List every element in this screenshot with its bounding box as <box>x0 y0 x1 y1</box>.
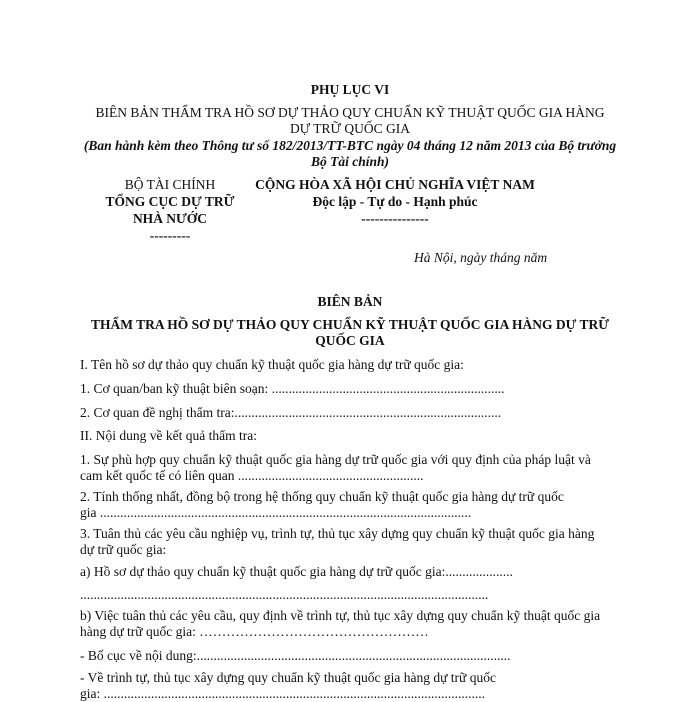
doc-title-line-1: BIÊN BẢN THẨM TRA HỒ SƠ DỰ THẢO QUY CHUẨN KỸ THUẬT QUỐC GIA HÀNG <box>95 105 605 120</box>
item-drafting-agency: 1. Cơ quan/ban kỹ thuật biên soạn: ..................................................................... <box>80 381 505 396</box>
item-procedure-line-1: - Về trình tự, thủ tục xây dựng quy chuẩn kỹ thuật quốc gia hàng dự trữ quốc <box>80 670 496 685</box>
item-1-line-2: cam kết quốc tế có liên quan ....................................................... <box>80 468 424 483</box>
item-3b-line-2: hàng dự trữ quốc gia: …………………………………………… <box>80 624 429 639</box>
item-2-line-1: 2. Tính thống nhất, đồng bộ trong hệ thống quy chuẩn kỹ thuật quốc gia hàng dự trữ quốc <box>80 489 564 504</box>
item-3b-line-1: b) Việc tuân thủ các yêu cầu, quy định về trình tự, thủ tục xây dựng quy chuẩn kỹ thuật quốc gia <box>80 608 601 623</box>
section-1-heading: I. Tên hồ sơ dự thảo quy chuẩn kỹ thuật quốc gia hàng dự trữ quốc gia: <box>80 357 464 372</box>
left-dashes: --------- <box>149 228 191 243</box>
issued-note-line-2: Bộ Tài chính) <box>310 154 389 169</box>
right-header <box>250 176 540 227</box>
item-3a: a) Hồ sơ dự thảo quy chuẩn kỹ thuật quốc gia hàng dự trữ quốc gia:.................... <box>80 564 513 579</box>
issued-note-line-1: (Ban hành kèm theo Thông tư số 182/2013/TT-BTC ngày 04 tháng 12 năm 2013 của Bộ trưởng <box>83 138 617 153</box>
minutes-title: BIÊN BẢN <box>317 294 383 309</box>
item-procedure-line-2: gia: ................................................................................................................. <box>80 686 485 701</box>
motto: Độc lập - Tự do - Hạnh phúc <box>312 194 478 209</box>
minutes-subtitle-line-2: QUỐC GIA <box>315 333 385 348</box>
right-dashes: --------------- <box>361 211 429 226</box>
appendix-title: PHỤ LỤC VI <box>310 82 390 97</box>
doc-title-line-2: DỰ TRỮ QUỐC GIA <box>289 121 411 136</box>
item-3-line-1: 3. Tuân thủ các yêu cầu nghiệp vụ, trình tự, thủ tục xây dựng quy chuẩn kỹ thuật quốc gia hàng <box>80 526 595 541</box>
item-2-line-2: gia .............................................................................................................. <box>80 505 472 520</box>
item-3-line-2: dự trữ quốc gia: <box>80 542 167 557</box>
place-date: Hà Nội, ngày tháng năm <box>414 250 548 265</box>
department-line-2: NHÀ NƯỚC <box>132 211 208 226</box>
left-header <box>90 176 250 244</box>
item-layout-content: - Bố cục về nội dung:............................................................................................. <box>80 648 511 663</box>
republic-name: CỘNG HÒA XÃ HỘI CHỦ NGHĨA VIỆT NAM <box>255 177 535 192</box>
item-requesting-agency: 2. Cơ quan đề nghị thẩm tra:............................................................................... <box>80 405 502 420</box>
department-line-1: TỔNG CỤC DỰ TRỮ <box>105 194 235 209</box>
item-1-line-1: 1. Sự phù hợp quy chuẩn kỹ thuật quốc gia hàng dự trữ quốc gia với quy định của pháp luật và <box>80 452 591 467</box>
minutes-subtitle-line-1: THẨM TRA HỒ SƠ DỰ THẢO QUY CHUẨN KỸ THUẬT QUỐC GIA HÀNG DỰ TRỮ <box>90 317 610 332</box>
dotted-line: ......................................................................................................................... <box>80 587 489 602</box>
section-2-heading: II. Nội dung về kết quả thẩm tra: <box>80 428 257 443</box>
ministry-name: BỘ TÀI CHÍNH <box>124 177 216 192</box>
